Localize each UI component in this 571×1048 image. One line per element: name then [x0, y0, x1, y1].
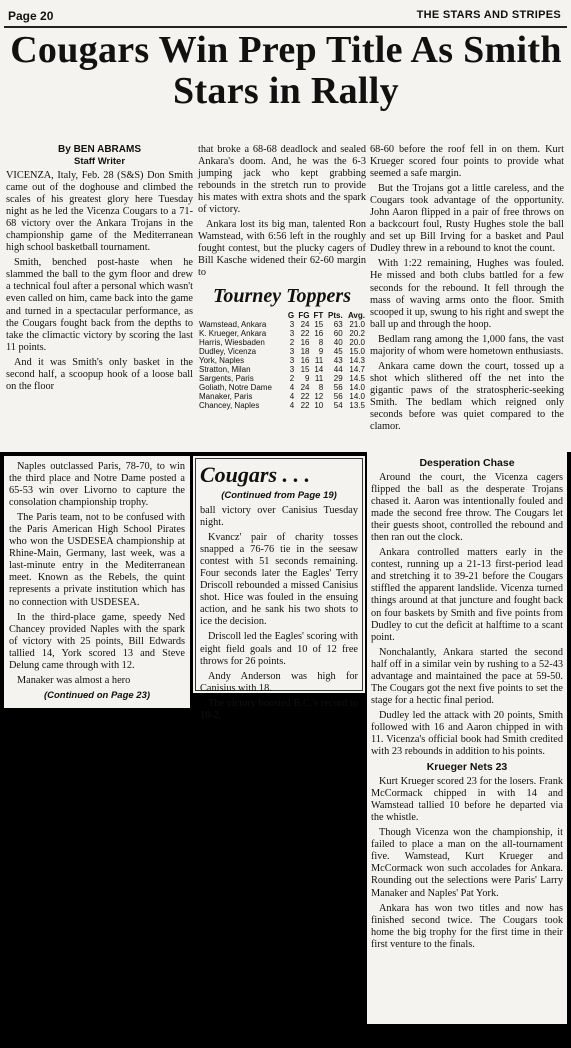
stat-fg: 15 [300, 364, 310, 374]
stat-pts: 40 [333, 337, 343, 347]
tourney-toppers-title: Tourney Toppers [213, 284, 351, 307]
player-name: Sargents, Paris [199, 373, 254, 383]
paragraph: In the third-place game, speedy Ned Chancey provided Naples with the spark of victory with 25 points, Bill Edwards tallied 14, York scored 13 and Steve Delung came through with 12. [9, 611, 185, 671]
headline: Cougars Win Prep Title As Smith Stars in Rally [10, 29, 562, 113]
stat-avg: 21.0 [349, 319, 365, 329]
stats-row [198, 401, 366, 410]
stat-pts: 56 [333, 382, 343, 392]
stats-row [198, 392, 366, 401]
stat-g: 4 [289, 382, 295, 392]
stat-ft: 8 [318, 337, 324, 347]
paragraph: Though Vicenza won the championship, it failed to place a man on the all-tournament five. Wamstead, Kurt Krueger and McCormack won such accolades for Ankara. Rounding out the selections were Paris' Larry Manaker and Naples' Pat York. [371, 827, 563, 899]
subhead-desperation: Desperation Chase [419, 457, 515, 469]
stat-ft: 10 [314, 400, 324, 410]
stat-avg: 15.0 [349, 346, 365, 356]
page-header [4, 4, 567, 28]
paragraph: With 1:22 remaining, Hughes was fouled. He missed and both clubs battled for a few seconds for the rebound. It fell through the mass of waving arms onto the floor. Smith scooped it up, swung to his right and swept the ball up and through the hoop. [370, 258, 564, 330]
stat-pts: 60 [333, 328, 343, 338]
stat-g: 3 [289, 328, 295, 338]
stat-ft: 16 [314, 328, 324, 338]
paragraph: And it was Smith's only basket in the second half, a scoopup hook of a loose ball on the floor [6, 356, 193, 392]
subhead-krueger: Krueger Nets 23 [426, 761, 508, 774]
stat-g: 2 [289, 373, 295, 383]
col-header: FG [298, 310, 310, 320]
byline-title: Staff Writer [73, 156, 126, 167]
stats-row [198, 365, 366, 374]
paragraph: 68-60 before the roof fell in on them. Kurt Krueger scored four points to provide what seemed a safe margin. [370, 144, 564, 180]
stat-g: 3 [289, 355, 295, 365]
stat-avg: 14.0 [349, 391, 365, 401]
stat-g: 3 [289, 319, 295, 329]
player-name: Goliath, Notre Dame [199, 382, 272, 392]
paragraph: Ankara came down the court, tossed up a shot which slithered off the net into the gigantic paws of the stratospheric-seeking Smith. The bedlam which reigned only seconds before was quiet compared to the clamor. [370, 360, 564, 433]
stat-pts: 54 [333, 400, 343, 410]
paragraph: ball victory over Canisius Tuesday night. [200, 505, 358, 529]
stat-fg: 22 [300, 400, 310, 410]
stat-ft: 11 [314, 373, 324, 383]
stat-ft: 8 [318, 382, 324, 392]
stat-avg: 13.5 [349, 400, 365, 410]
stat-pts: 56 [333, 391, 343, 401]
stat-avg: 14.7 [349, 364, 365, 374]
cougars-title: Cougars . . . [200, 462, 311, 487]
stat-ft: 15 [314, 319, 324, 329]
col-header: Pts. [328, 310, 343, 320]
article-column-3 [370, 144, 564, 436]
stat-g: 3 [289, 346, 295, 356]
continued-from-note: (Continued from Page 19) [221, 490, 337, 501]
paragraph: Kurt Krueger scored 23 for the losers. Frank McCormack chipped in with 14 and Wamstead tallied 10 before he departed via the whistle. [371, 776, 563, 824]
paragraph: Manaker was almost a hero [17, 674, 131, 686]
stats-row [198, 329, 366, 338]
byline: By BEN ABRAMS [58, 144, 141, 155]
stat-fg: 22 [300, 328, 310, 338]
stats-header-row [198, 311, 366, 320]
stat-pts: 45 [333, 346, 343, 356]
stats-row [198, 356, 366, 365]
stat-avg: 14.0 [349, 382, 365, 392]
stat-fg: 16 [300, 355, 310, 365]
paragraph: Ankara lost its big man, talented Ron Wamstead, with 6:56 left in the roughly fought contest, but the plucky cagers of Bill Kasche widened their 62-60 margin to [198, 219, 366, 279]
paragraph: Ankara controlled matters early in the contest, running up a 21-13 first-period lead and stretching it to 39-21 before the Cougars stiffled the apparent landslide. Vicenza turned things around at that juncture and fought back on four baskets by Smith and five points from Dudley to cut the deficit at halftime to a scant point. [371, 547, 563, 643]
paragraph: Nonchalantly, Ankara started the second half off in a similar vein by rushing to a 52-43 advantage and maintained the pace at 59-50. The Cougars got the next five points to set the stage for a hectic final period. [371, 646, 563, 706]
stat-fg: 18 [300, 346, 310, 356]
continued-note: (Continued on Page 23) [43, 689, 151, 701]
paragraph: The Paris team, not to be confused with the Paris American High School Pirates who won the USDESEA championship at Rhine-Main, Germany, last week, was a last-minute entry in the Mediterranean meet. Known as the Rebels, the quint represents a private institution which has no connection with USDESEA. [9, 512, 185, 608]
paragraph: But the Trojans got a little careless, and the Cougars took advantage of the opportunity. John Aaron flipped in a pair of free throws on a backcourt foul, Rusty Hughes stole the ball and set up Bill Irving for a basket and Paul Dudley threw in a rebound to knot the count. [370, 183, 564, 255]
player-name: Harris, Wiesbaden [199, 337, 265, 347]
player-name: Stratton, Milan [199, 364, 251, 374]
stats-row [198, 338, 366, 347]
stat-avg: 14.5 [349, 373, 365, 383]
stat-g: 2 [289, 337, 295, 347]
stat-fg: 24 [300, 382, 310, 392]
stat-pts: 29 [333, 373, 343, 383]
tourney-stats-table [198, 311, 366, 410]
stat-pts: 44 [333, 364, 343, 374]
stat-ft: 11 [314, 355, 324, 365]
paragraph: Around the court, the Vicenza cagers flipped the ball as the desperate Trojans chased it. Aaron was intentionally fouled and made the second free throw. The Cougars let their guests shoot, controlled the rebound and then ran out the clock. [371, 472, 563, 544]
col-header: G [287, 310, 295, 320]
stat-avg: 20.0 [349, 337, 365, 347]
stat-avg: 14.3 [349, 355, 365, 365]
paragraph: Dudley led the attack with 20 points, Smith followed with 16 and Aaron chipped in with 11. Vicenza's official book had Smith credited with 23 rebounds in addition to his points. [371, 709, 563, 758]
cougars-clipping [193, 456, 365, 721]
stat-ft: 12 [314, 391, 324, 401]
article-column-1 [6, 144, 193, 396]
stats-row [198, 320, 366, 329]
stats-row [198, 374, 366, 383]
stat-ft: 14 [314, 364, 324, 374]
paragraph: VICENZA, Italy, Feb. 28 (S&S) Don Smith came out of the doghouse and climbed the scales of his greatest glory here Tuesday night as he led the Vicenza Cougars to a 71-68 victory over the Ankara Trojans in the championship game of the Mediterranean high school basketball tournament. [6, 170, 193, 254]
continuation-clipping [367, 452, 567, 1024]
stat-fg: 9 [305, 373, 310, 383]
paragraph: Ankara has won two titles and now has finished second twice. The Cougars took home the big trophy for the first time in their first venture to the finals. [371, 902, 563, 950]
paragraph: The victory boosted B.C.'s record to 18-2. [200, 697, 358, 721]
page-number: Page 20 [8, 9, 54, 23]
paragraph: Andy Anderson was high for Canisius with 18. [200, 670, 358, 694]
player-name: Wamstead, Ankara [199, 319, 267, 329]
stat-pts: 63 [333, 319, 343, 329]
col-header: Avg. [347, 310, 365, 320]
stats-row [198, 347, 366, 356]
stats-row [198, 383, 366, 392]
newspaper-name: THE STARS AND STRIPES [416, 9, 561, 21]
naples-clipping [4, 456, 190, 708]
player-name: Chancey, Naples [199, 400, 260, 410]
stat-avg: 20.2 [349, 328, 365, 338]
stat-g: 3 [289, 364, 295, 374]
col-header: FT [313, 310, 324, 320]
stat-fg: 22 [300, 391, 310, 401]
player-name: York, Naples [199, 355, 245, 365]
paragraph: Bedlam rang among the 1,000 fans, the vast majority of whom were hometown enthusiasts. [370, 333, 564, 357]
paragraph: Smith, benched post-haste when he slammed the ball to the gym floor and drew a technical foul after a personal which wasn't even called on him, came back into the game and turned in a spectacular performance, as the Cougars fought back from the depths to take the climactic victory by scoring the last 11 points. [6, 257, 193, 353]
stat-g: 4 [289, 400, 295, 410]
article-column-2 [198, 144, 366, 410]
player-name: Dudley, Vicenza [199, 346, 257, 356]
stat-fg: 24 [300, 319, 310, 329]
player-name: K. Krueger, Ankara [199, 328, 267, 338]
stat-fg: 16 [300, 337, 310, 347]
main-article-clipping [0, 0, 571, 452]
stat-g: 4 [289, 391, 295, 401]
paragraph: Kvancz' pair of charity tosses snapped a 76-76 tie in the seesaw contest with 51 seconds remaining. Four seconds later the Eagles' Terry Driscoll rebounded a missed Canisius shot. Hice was fouled in the ensuing action, and he sank his two shots to ice the decision. [200, 532, 358, 628]
stat-pts: 43 [333, 355, 343, 365]
paragraph: Driscoll led the Eagles' scoring with eight field goals and 10 of 12 free throws for 26 points. [200, 631, 358, 667]
paragraph: that broke a 68-68 deadlock and sealed Ankara's doom. And, he was the 6-3 jumping jack who kept grabbing rebounds in the stretch run to provide his mates with extra shots and the spark of victory. [198, 144, 366, 216]
paragraph: Naples outclassed Paris, 78-70, to win the third place and Notre Dame posted a 65-53 win over Livorno to capture the consolation championship trophy. [9, 461, 185, 509]
stat-ft: 9 [318, 346, 324, 356]
player-name: Manaker, Paris [199, 391, 253, 401]
